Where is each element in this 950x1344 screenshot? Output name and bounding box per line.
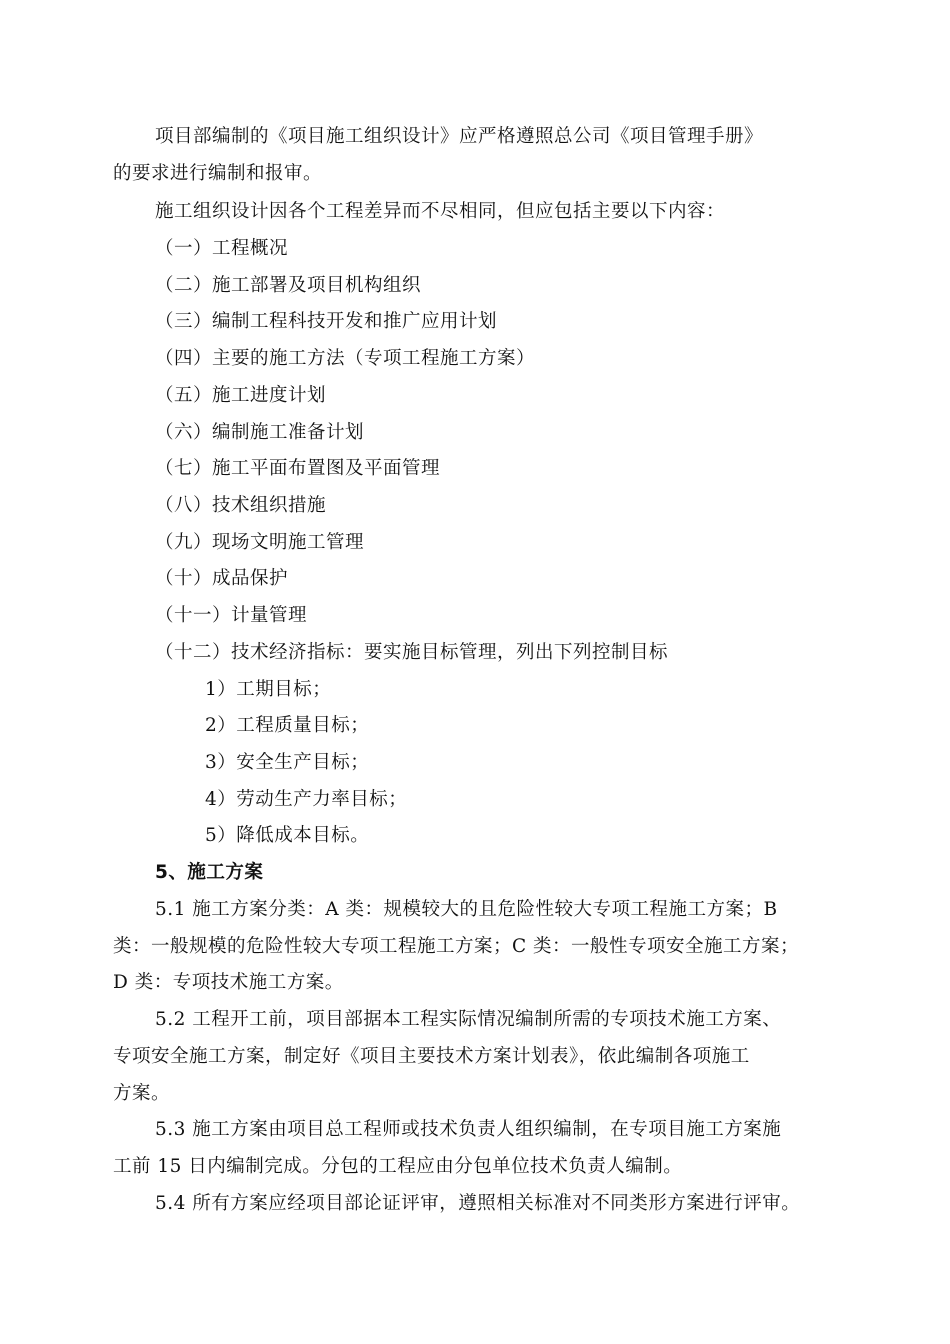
paragraph-5-2-line: 方案。 xyxy=(113,1083,171,1104)
list-item: （十）成品保护 xyxy=(155,568,289,589)
target-item: 3）安全生产目标； xyxy=(205,752,370,773)
list-item: （四）主要的施工方法（专项工程施工方案） xyxy=(155,348,536,369)
paragraph-5-3-line: 5.3 施工方案由项目总工程师或技术负责人组织编制，在专项目施工方案施 xyxy=(155,1119,782,1140)
list-item: （六）编制施工准备计划 xyxy=(155,422,365,443)
paragraph-5-1-line: 类：一般规模的危险性较大专项工程施工方案；C 类：一般性专项安全施工方案； xyxy=(113,936,800,957)
paragraph-5-1-line: D 类：专项技术施工方案。 xyxy=(113,972,344,993)
list-item: （七）施工平面布置图及平面管理 xyxy=(155,458,441,479)
list-item: （八）技术组织措施 xyxy=(155,495,327,516)
paragraph-5-2-line: 5.2 工程开工前，项目部据本工程实际情况编制所需的专项技术施工方案、 xyxy=(155,1009,782,1030)
list-item: （一）工程概况 xyxy=(155,238,289,259)
intro-line-1: 项目部编制的《项目施工组织设计》应严格遵照总公司《项目管理手册》 xyxy=(155,126,764,147)
section-heading: 5、施工方案 xyxy=(155,862,264,883)
intro-line-2: 的要求进行编制和报审。 xyxy=(113,163,323,184)
target-item: 2）工程质量目标； xyxy=(205,715,370,736)
paragraph-5-1-line: 5.1 施工方案分类：A 类：规模较大的且危险性较大专项工程施工方案；B xyxy=(155,899,778,920)
paragraph-5-2-line: 专项安全施工方案，制定好《项目主要技术方案计划表》，依此编制各项施工 xyxy=(113,1046,750,1067)
paragraph-5-3-line: 工前 15 日内编制完成。分包的工程应由分包单位技术负责人编制。 xyxy=(113,1156,683,1177)
paragraph-5-4-line: 5.4 所有方案应经项目部论证评审，遵照相关标准对不同类形方案进行评审。 xyxy=(155,1193,801,1214)
list-item: （九）现场文明施工管理 xyxy=(155,532,365,553)
target-item: 4）劳动生产力率目标； xyxy=(205,789,408,810)
list-item: （二）施工部署及项目机构组织 xyxy=(155,275,422,296)
list-item: （三）编制工程科技开发和推广应用计划 xyxy=(155,311,498,332)
list-item: （十一）计量管理 xyxy=(155,605,308,626)
list-item: （五）施工进度计划 xyxy=(155,385,327,406)
target-item: 5）降低成本目标。 xyxy=(205,825,370,846)
intro-line-3: 施工组织设计因各个工程差异而不尽相同，但应包括主要以下内容： xyxy=(155,201,726,222)
list-item: （十二）技术经济指标：要实施目标管理，列出下列控制目标 xyxy=(155,642,669,663)
target-item: 1）工期目标； xyxy=(205,679,332,700)
